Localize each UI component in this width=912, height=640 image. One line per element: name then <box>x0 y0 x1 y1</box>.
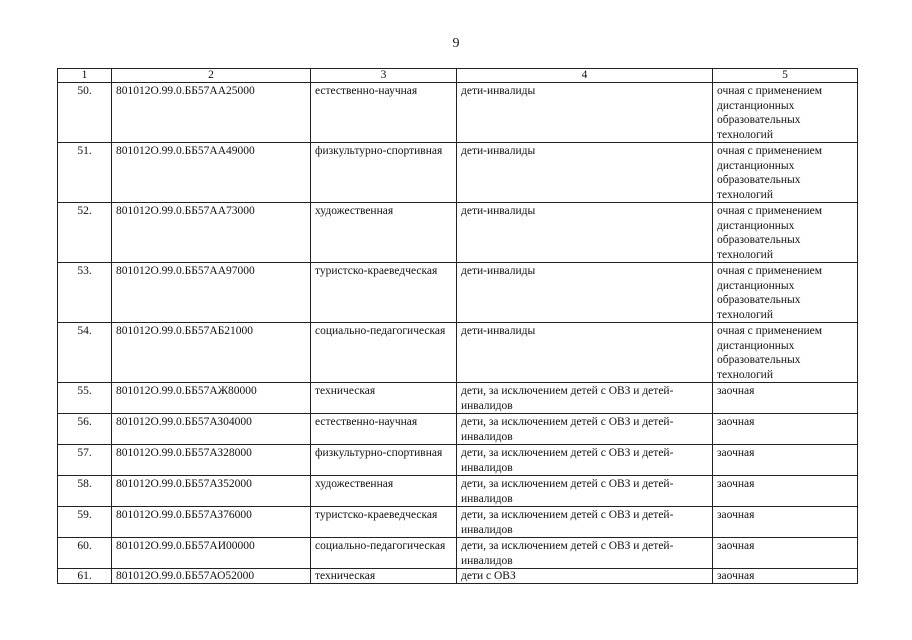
education-form: заочная <box>713 414 858 445</box>
row-number: 58. <box>58 476 112 507</box>
column-header-form: 5 <box>713 69 858 83</box>
consumer-category: дети, за исключением детей с ОВЗ и детей-инвалидов <box>457 507 713 538</box>
table-row <box>58 507 858 538</box>
consumer-category: дети, за исключением детей с ОВЗ и детей-инвалидов <box>457 476 713 507</box>
row-number: 57. <box>58 445 112 476</box>
education-form: очная с применением дистанционных образовательных технологий <box>713 263 858 323</box>
row-number: 50. <box>58 83 112 143</box>
row-number: 54. <box>58 323 112 383</box>
table-row <box>58 445 858 476</box>
registry-code: 801012О.99.0.ББ57АЗ28000 <box>112 445 311 476</box>
education-form: заочная <box>713 383 858 414</box>
program-direction: социально-педагогическая <box>311 323 457 383</box>
consumer-category: дети с ОВЗ <box>457 569 713 584</box>
program-direction: художественная <box>311 476 457 507</box>
registry-code: 801012О.99.0.ББ57АИ00000 <box>112 538 311 569</box>
registry-code: 801012О.99.0.ББ57АА73000 <box>112 203 311 263</box>
registry-code: 801012О.99.0.ББ57АЖ80000 <box>112 383 311 414</box>
row-number: 51. <box>58 143 112 203</box>
education-form: очная с применением дистанционных образовательных технологий <box>713 83 858 143</box>
consumer-category: дети-инвалиды <box>457 323 713 383</box>
page-number: 9 <box>452 36 460 51</box>
table-row <box>58 203 858 263</box>
column-header-direction: 3 <box>311 69 457 83</box>
row-number: 52. <box>58 203 112 263</box>
education-form: очная с применением дистанционных образовательных технологий <box>713 143 858 203</box>
education-form: заочная <box>713 445 858 476</box>
education-form: заочная <box>713 538 858 569</box>
consumer-category: дети, за исключением детей с ОВЗ и детей-инвалидов <box>457 414 713 445</box>
table-row <box>58 323 858 383</box>
consumer-category: дети-инвалиды <box>457 143 713 203</box>
table-row <box>58 476 858 507</box>
program-direction: социально-педагогическая <box>311 538 457 569</box>
consumer-category: дети, за исключением детей с ОВЗ и детей-инвалидов <box>457 445 713 476</box>
consumer-category: дети, за исключением детей с ОВЗ и детей-инвалидов <box>457 383 713 414</box>
education-form: заочная <box>713 476 858 507</box>
row-number: 61. <box>58 569 112 584</box>
row-number: 53. <box>58 263 112 323</box>
table-row <box>58 143 858 203</box>
registry-code: 801012О.99.0.ББ57АБ21000 <box>112 323 311 383</box>
consumer-category: дети, за исключением детей с ОВЗ и детей-инвалидов <box>457 538 713 569</box>
table-row <box>58 569 858 584</box>
education-form: очная с применением дистанционных образовательных технологий <box>713 203 858 263</box>
consumer-category: дети-инвалиды <box>457 203 713 263</box>
table-row <box>58 414 858 445</box>
program-direction: естественно-научная <box>311 414 457 445</box>
table-header-row <box>58 69 858 83</box>
registry-code: 801012О.99.0.ББ57АА97000 <box>112 263 311 323</box>
column-header-number: 1 <box>58 69 112 83</box>
column-header-code: 2 <box>112 69 311 83</box>
education-form: заочная <box>713 569 858 584</box>
program-direction: туристско-краеведческая <box>311 507 457 538</box>
row-number: 59. <box>58 507 112 538</box>
column-header-category: 4 <box>457 69 713 83</box>
registry-code: 801012О.99.0.ББ57АА49000 <box>112 143 311 203</box>
row-number: 56. <box>58 414 112 445</box>
program-direction: физкультурно-спортивная <box>311 143 457 203</box>
registry-code: 801012О.99.0.ББ57АЗ52000 <box>112 476 311 507</box>
program-direction: художественная <box>311 203 457 263</box>
consumer-category: дети-инвалиды <box>457 83 713 143</box>
table-row <box>58 263 858 323</box>
registry-code: 801012О.99.0.ББ57АО52000 <box>112 569 311 584</box>
registry-code: 801012О.99.0.ББ57АЗ76000 <box>112 507 311 538</box>
row-number: 55. <box>58 383 112 414</box>
program-direction: техническая <box>311 383 457 414</box>
consumer-category: дети-инвалиды <box>457 263 713 323</box>
registry-code: 801012О.99.0.ББ57АЗ04000 <box>112 414 311 445</box>
services-table <box>57 68 858 584</box>
program-direction: физкультурно-спортивная <box>311 445 457 476</box>
program-direction: естественно-научная <box>311 83 457 143</box>
program-direction: техническая <box>311 569 457 584</box>
education-form: заочная <box>713 507 858 538</box>
row-number: 60. <box>58 538 112 569</box>
registry-code: 801012О.99.0.ББ57АА25000 <box>112 83 311 143</box>
program-direction: туристско-краеведческая <box>311 263 457 323</box>
table-row <box>58 383 858 414</box>
table-row <box>58 538 858 569</box>
education-form: очная с применением дистанционных образовательных технологий <box>713 323 858 383</box>
table-row <box>58 83 858 143</box>
